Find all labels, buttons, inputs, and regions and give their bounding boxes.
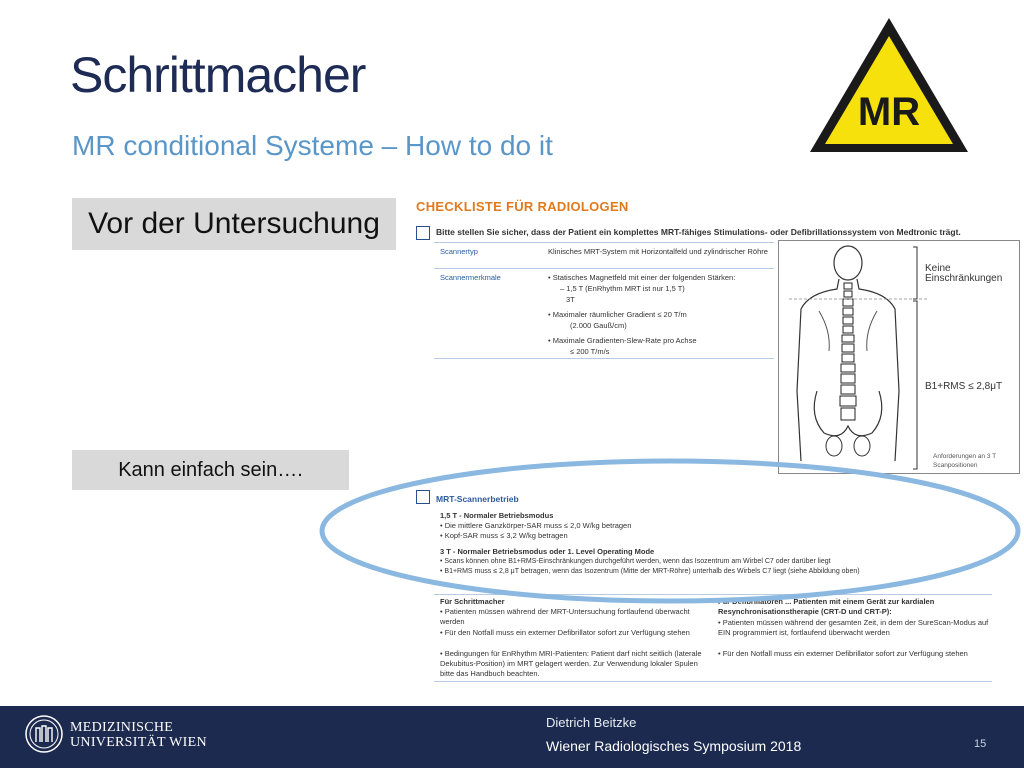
- scanner-15t-head: 1,5 T - Normaler Betriebsmodus: [440, 511, 554, 520]
- pacemaker-bullet-2: • Für den Notfall muss ein externer Defibrillator sofort zur Verfügung stehen: [440, 628, 690, 637]
- checkbox-icon: [416, 226, 430, 240]
- figure-note-1: Anforderungen an 3 T: [933, 453, 997, 460]
- defibrillator-head: Für Defibrillatoren ... Patienten mit einem Gerät zur kardialen Resynchronisationstherapie (CRT-D und CRT-P):: [718, 597, 935, 616]
- row-scannertyp-text: Klinisches MRT-System mit Horizontalfeld und zylindrischer Röhre: [548, 247, 768, 256]
- row-merkmal-bullet-2: • Maximaler räumlicher Gradient ≤ 20 T/m: [548, 310, 687, 319]
- page-number: 15: [974, 738, 987, 750]
- label-before-exam: Vor der Untersuchung: [72, 198, 396, 250]
- checklist-title: CHECKLISTE FÜR RADIOLOGEN: [416, 199, 629, 214]
- footer-author: Dietrich Beitzke: [546, 715, 637, 730]
- mr-sign-text: MR: [857, 90, 921, 134]
- row-merkmal-sub-2: 3T: [566, 295, 575, 304]
- scanner-3t-bullet-1: • Scans können ohne B1+RMS-Einschränkungen durchgeführt werden, wenn das Isozentrum am Wirbel C7 oder darüber liegt: [440, 558, 831, 565]
- row-merkmal-sub-4: ≤ 200 T/m/s: [570, 347, 610, 356]
- row-merkmal-sub-3: (2.000 Gauß/cm): [570, 321, 627, 330]
- logo-line-1: MEDIZINISCHE: [70, 720, 174, 735]
- scanner-15t-bullet-1: • Die mittlere Ganzkörper-SAR muss ≤ 2,0 W/kg betragen: [440, 521, 632, 530]
- figure-label-keine: Keine: [925, 263, 951, 274]
- row-merkmal-bullet-1: • Statisches Magnetfeld mit einer der folgenden Stärken:: [548, 273, 736, 282]
- figure-label-einschraenkungen: Einschränkungen: [925, 273, 1003, 284]
- label-can-be-easy: Kann einfach sein….: [72, 450, 349, 490]
- table-divider: [434, 268, 774, 269]
- row-scannertyp-head: Scannertyp: [440, 247, 478, 256]
- pacemaker-bullet-3: • Bedingungen für EnRhythm MRI-Patienten: Patient darf nicht seitlich (laterale Dekubitus-Position) im MRT gelagert werden. Zur Verwendung lokaler Spulen bitte das Handbuch beachten.: [440, 649, 702, 678]
- university-logo-text: [70, 720, 207, 750]
- scanner-3t-head: 3 T - Normaler Betriebsmodus oder 1. Level Operating Mode: [440, 547, 655, 556]
- mr-conditional-sign: [806, 14, 972, 156]
- figure-label-b1rms: B1+RMS ≤ 2,8μT: [925, 381, 1003, 392]
- footer-event: Wiener Radiologisches Symposium 2018: [546, 738, 802, 754]
- pacemaker-head: Für Schrittmacher: [440, 597, 505, 606]
- university-logo-icon: [24, 714, 64, 754]
- slide-subtitle: MR conditional Systeme – How to do it: [72, 130, 553, 161]
- row-scannermerkmale-head: Scannermerkmale: [440, 273, 501, 282]
- table-divider: [434, 681, 992, 682]
- defibrillator-bullet-2: • Für den Notfall muss ein externer Defibrillator sofort zur Verfügung stehen: [718, 649, 968, 658]
- scanner-3t-bullet-2: • B1+RMS muss ≤ 2,8 μT betragen, wenn das Isozentrum (Mitte der MRT-Röhre) unterhalb des Wirbels C7 liegt (siehe Abbildung oben): [440, 568, 860, 575]
- figure-note-2: Scanpositionen: [933, 462, 978, 469]
- row-merkmal-bullet-3: • Maximale Gradienten-Slew-Rate pro Achse: [548, 336, 697, 345]
- scanner-section-title: MRT-Scannerbetrieb: [436, 494, 519, 504]
- table-divider: [434, 242, 774, 243]
- logo-line-2: UNIVERSITÄT WIEN: [70, 735, 207, 750]
- scanner-15t-bullet-2: • Kopf-SAR muss ≤ 3,2 W/kg betragen: [440, 531, 568, 540]
- slide-title: Schrittmacher: [70, 47, 366, 103]
- row-merkmal-sub-1: – 1,5 T (EnRhythm MRT ist nur 1,5 T): [560, 284, 685, 293]
- spine-figure: [778, 240, 1020, 474]
- defibrillator-bullet-1: • Patienten müssen während der gesamten Zeit, in dem der SureScan-Modus auf EIN programmiert ist, fortlaufend überwacht werden: [718, 618, 989, 637]
- table-divider: [434, 358, 774, 359]
- pacemaker-bullet-1: • Patienten müssen während der MRT-Untersuchung fortlaufend überwacht werden: [440, 607, 690, 626]
- checklist-intro: Bitte stellen Sie sicher, dass der Patient ein komplettes MRT-fähiges Stimulations- oder Defibrillationssystem von Medtronic trägt.: [436, 227, 961, 237]
- highlight-ellipse: [318, 456, 1022, 606]
